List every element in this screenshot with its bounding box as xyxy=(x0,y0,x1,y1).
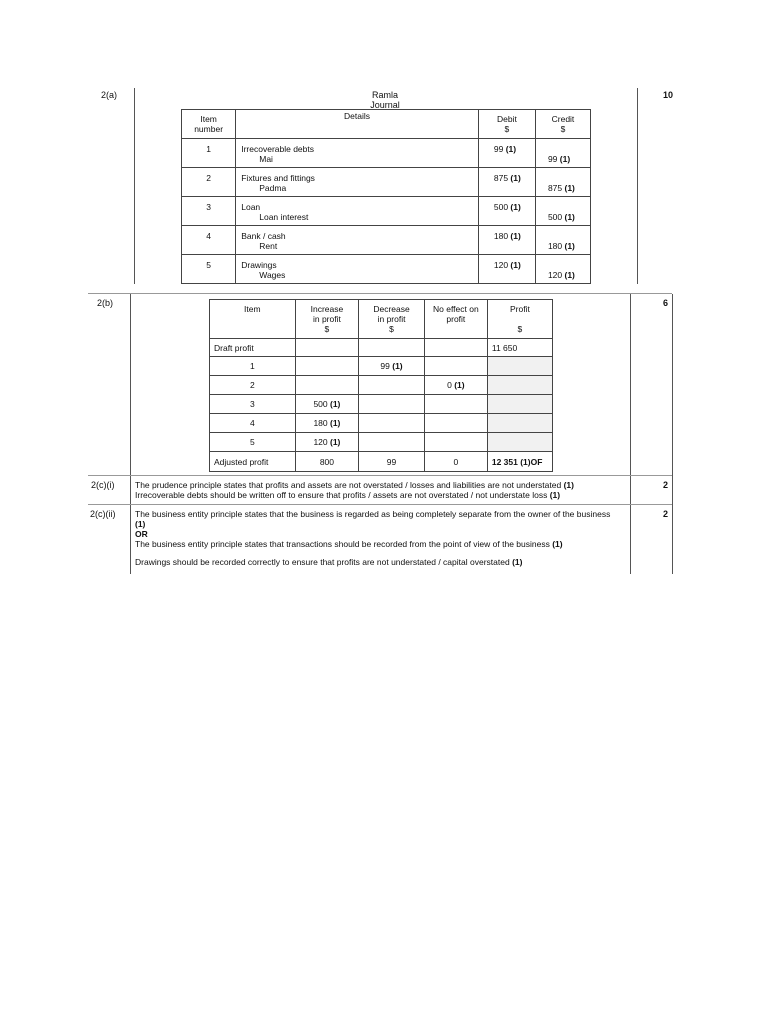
table-row xyxy=(210,339,553,357)
adjusted-profit-value: 12 351 (1)OF xyxy=(487,452,552,472)
debit-amount: 500 (1) xyxy=(478,197,535,226)
credit-amount: 120 (1) xyxy=(535,255,590,284)
increase-cell: 120 (1) xyxy=(295,433,359,452)
answer-line: The business entity principle states that transactions should be recorded from the point of view of the business (1) xyxy=(135,539,563,549)
increase-cell xyxy=(295,357,359,376)
adjusted-no-effect-total: 0 xyxy=(424,452,487,472)
answer-line: The business entity principle states that the business is regarded as being completely separate from the owner of the business (1) xyxy=(135,509,611,529)
journal-owner: Ramla xyxy=(371,90,398,100)
item-number: 1 xyxy=(182,139,236,168)
profit-cell-shaded xyxy=(487,357,552,376)
question-number-2b: 2(b) xyxy=(97,298,114,308)
journal-title xyxy=(330,90,440,110)
credit-account: Mai xyxy=(259,154,273,164)
decrease-cell: 99 (1) xyxy=(359,357,425,376)
no-effect-cell xyxy=(424,357,487,376)
col-header-decrease: Decrease in profit $ xyxy=(359,300,425,339)
credit-account: Padma xyxy=(259,183,287,193)
item-number: 4 xyxy=(210,414,296,433)
divider-right-2a xyxy=(637,88,638,284)
item-number: 2 xyxy=(210,376,296,395)
answer-2cii xyxy=(135,509,621,567)
table-row xyxy=(182,168,591,197)
debit-amount: 120 (1) xyxy=(478,255,535,284)
no-effect-cell xyxy=(424,433,487,452)
debit-amount: 99 (1) xyxy=(478,139,535,168)
decrease-cell xyxy=(359,376,425,395)
answer-2ci xyxy=(135,480,629,500)
marks-2cii: 2 xyxy=(663,509,669,519)
draft-profit-value: 11 650 xyxy=(487,339,552,357)
item-number: 2 xyxy=(182,168,236,197)
col-header-credit: Credit $ xyxy=(535,110,590,139)
table-row xyxy=(210,414,553,433)
increase-cell: 180 (1) xyxy=(295,414,359,433)
divider-right-2b xyxy=(630,294,631,574)
adjusted-decrease-total: 99 xyxy=(359,452,425,472)
debit-account: Fixtures and fittings xyxy=(241,173,315,183)
credit-amount: 99 (1) xyxy=(535,139,590,168)
col-header-no-effect: No effect on profit xyxy=(424,300,487,339)
journal-table xyxy=(181,109,591,284)
debit-amount: 875 (1) xyxy=(478,168,535,197)
item-number: 3 xyxy=(210,395,296,414)
marks-2a: 10 xyxy=(663,90,674,100)
item-number: 3 xyxy=(182,197,236,226)
section-divider-2ci xyxy=(88,475,672,476)
no-effect-cell: 0 (1) xyxy=(424,376,487,395)
question-number-2cii: 2(c)(ii) xyxy=(90,509,116,519)
table-row xyxy=(182,197,591,226)
profit-cell-shaded xyxy=(487,395,552,414)
adjusted-profit-label: Adjusted profit xyxy=(210,452,296,472)
table-row xyxy=(210,357,553,376)
debit-account: Drawings xyxy=(241,260,277,270)
credit-account: Loan interest xyxy=(259,212,309,222)
col-header-details: Details xyxy=(236,110,479,139)
credit-amount: 875 (1) xyxy=(535,168,590,197)
item-number: 5 xyxy=(210,433,296,452)
question-number-2ci: 2(c)(i) xyxy=(91,480,115,490)
divider-far-right xyxy=(672,294,673,574)
profit-cell-shaded xyxy=(487,376,552,395)
table-row xyxy=(182,226,591,255)
table-row xyxy=(210,452,553,472)
answer-or: OR xyxy=(135,529,148,539)
col-header-item: Item xyxy=(210,300,296,339)
divider-left-2a xyxy=(134,88,135,284)
debit-account: Irrecoverable debts xyxy=(241,144,314,154)
increase-cell xyxy=(295,376,359,395)
marks-2b: 6 xyxy=(663,298,669,308)
section-divider-2cii xyxy=(88,504,672,505)
answer-line: Drawings should be recorded correctly to ensure that profits are not understated / capital overstated (1) xyxy=(135,557,523,567)
col-header-profit: Profit $ xyxy=(487,300,552,339)
answer-line: Irrecoverable debts should be written off to ensure that profits / assets are not overstated / not understate loss (1) xyxy=(135,490,561,500)
item-number: 4 xyxy=(182,226,236,255)
table-row xyxy=(210,395,553,414)
question-number-2a: 2(a) xyxy=(101,90,118,100)
credit-account: Rent xyxy=(259,241,278,251)
draft-profit-label: Draft profit xyxy=(210,339,296,357)
decrease-cell xyxy=(359,395,425,414)
table-row xyxy=(210,376,553,395)
decrease-cell xyxy=(359,414,425,433)
credit-amount: 500 (1) xyxy=(535,197,590,226)
profit-adjustment-table xyxy=(209,299,553,472)
no-effect-cell xyxy=(424,414,487,433)
col-header-item: Item number xyxy=(182,110,236,139)
credit-amount: 180 (1) xyxy=(535,226,590,255)
debit-amount: 180 (1) xyxy=(478,226,535,255)
profit-cell-shaded xyxy=(487,433,552,452)
profit-cell-shaded xyxy=(487,414,552,433)
no-effect-cell xyxy=(424,395,487,414)
decrease-cell xyxy=(359,433,425,452)
journal-subtitle: Journal xyxy=(370,100,400,110)
col-header-debit: Debit $ xyxy=(478,110,535,139)
debit-account: Bank / cash xyxy=(241,231,286,241)
divider-left-2b xyxy=(130,294,131,574)
credit-account: Wages xyxy=(259,270,286,280)
item-number: 5 xyxy=(182,255,236,284)
debit-account: Loan xyxy=(241,202,261,212)
answer-line: The prudence principle states that profits and assets are not overstated / losses and liabilities are not understated (1) xyxy=(135,480,574,490)
table-row xyxy=(210,433,553,452)
item-number: 1 xyxy=(210,357,296,376)
col-header-increase: Increase in profit $ xyxy=(295,300,359,339)
marks-2ci: 2 xyxy=(663,480,669,490)
table-row xyxy=(182,255,591,284)
table-row xyxy=(182,139,591,168)
section-divider-2b xyxy=(88,293,672,294)
increase-cell: 500 (1) xyxy=(295,395,359,414)
adjusted-increase-total: 800 xyxy=(295,452,359,472)
